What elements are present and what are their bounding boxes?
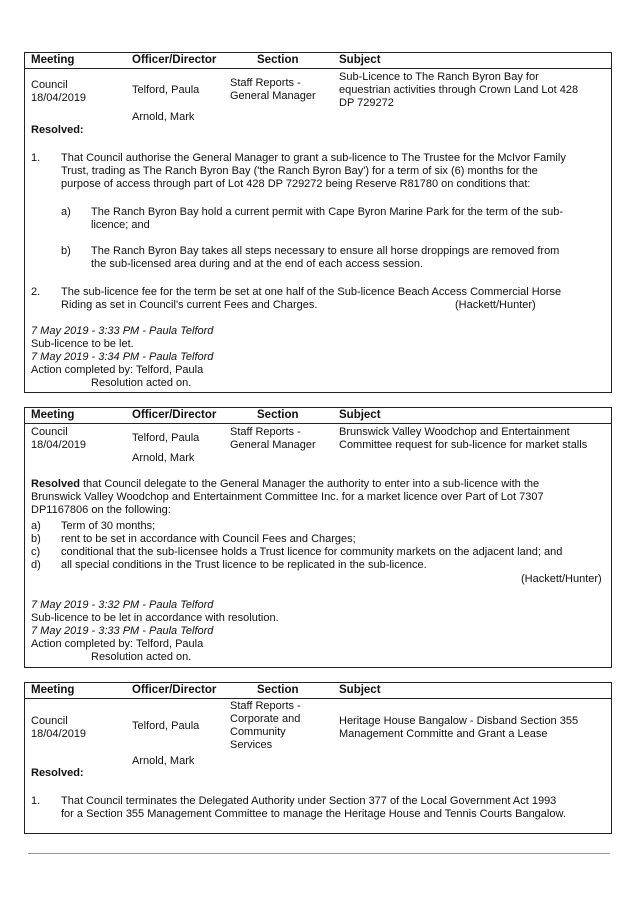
header-officer: Officer/Director (132, 54, 217, 66)
resolution-item: That Council terminates the Delegated Authority under Section 377 of the Local Government Act 1993 for a Section 355 Management Committee to manage the Heritage House and Tennis Courts Bangalow. (61, 795, 566, 820)
sub-item-label: b) (61, 245, 71, 257)
officer-cell-2: Arnold, Mark (132, 755, 195, 767)
list-label: c) (31, 546, 41, 558)
item-number: 2. (31, 286, 41, 298)
table-header (25, 408, 611, 424)
list-label: b) (31, 533, 41, 545)
header-subject: Subject (339, 684, 381, 696)
header-meeting: Meeting (31, 54, 75, 66)
table-header (25, 683, 611, 699)
section-cell: Staff Reports - General Manager (230, 77, 316, 102)
officer-cell-2: Arnold, Mark (132, 452, 195, 464)
resolved-label: Resolved: (31, 124, 84, 136)
record-row (25, 699, 611, 765)
movers: (Hackett/Hunter) (521, 573, 602, 585)
list-item: conditional that the sub-licensee holds a Trust licence for community markets on the adjacent land; and (61, 546, 563, 558)
list-item: Term of 30 months; (61, 520, 156, 532)
log-entry-header: 7 May 2019 - 3:33 PM - Paula Telford (31, 325, 214, 337)
header-meeting: Meeting (31, 409, 75, 421)
list-item: all special conditions in the Trust licence to be replicated in the sub-licence. (61, 559, 427, 571)
list-label: a) (31, 520, 41, 532)
meeting-cell: Council 18/04/2019 (31, 79, 87, 104)
subject-cell: Heritage House Bangalow - Disband Section 355 Management Committe and Grant a Lease (339, 715, 579, 740)
header-meeting: Meeting (31, 684, 75, 696)
record-1 (24, 52, 612, 393)
header-officer: Officer/Director (132, 409, 217, 421)
log-entry-text: Action completed by: Telford, Paula (31, 638, 204, 650)
resolved-label: Resolved: (31, 767, 84, 779)
header-subject: Subject (339, 409, 381, 421)
table-header (25, 53, 611, 69)
meeting-cell: Council 18/04/2019 (31, 715, 87, 740)
subject-cell: Brunswick Valley Woodchop and Entertainment Committee request for sub-licence for market stalls (339, 426, 588, 451)
resolution-item: That Council authorise the General Manager to grant a sub-licence to The Trustee for the McIvor Family Trust, trading as The Ranch Byron Bay ('the Ranch Byron Bay') for a term of six (6) months for the purpose of access through part of Lot 428 DP 729272 being Reserve R81780 on conditions that: (61, 152, 566, 190)
sub-item: The Ranch Byron Bay takes all steps necessary to ensure all horse droppings are removed from the sub-licensed area during and at the end of each access session. (91, 245, 560, 270)
resolved-label: Resolved (31, 478, 80, 490)
log-entry-text: Sub-licence to be let in accordance with resolution. (31, 612, 279, 624)
header-section: Section (257, 684, 299, 696)
sub-item: The Ranch Byron Bay hold a current permit with Cape Byron Marine Park for the term of the sub- licence; and (91, 206, 563, 231)
item-number: 1. (31, 152, 41, 164)
list-item: rent to be set in accordance with Council Fees and Charges; (61, 533, 356, 545)
officer-cell: Telford, Paula (132, 432, 200, 444)
log-entry-header: 7 May 2019 - 3:32 PM - Paula Telford (31, 599, 214, 611)
officer-cell: Telford, Paula (132, 720, 200, 732)
officer-cell: Telford, Paula (132, 84, 200, 96)
header-officer: Officer/Director (132, 684, 217, 696)
header-subject: Subject (339, 54, 381, 66)
record-row (25, 424, 611, 466)
header-section: Section (257, 409, 299, 421)
record-2 (24, 407, 612, 668)
meeting-cell: Council 18/04/2019 (31, 426, 87, 451)
list-label: d) (31, 559, 41, 571)
officer-cell-2: Arnold, Mark (132, 111, 195, 123)
log-entry-text: Sub-licence to be let. (31, 338, 134, 350)
section-cell: Staff Reports - Corporate and Community Services (230, 700, 301, 751)
resolution-text: that Council delegate to the General Manager the authority to enter into a sub-licence with the Brunswick Valley Woodchop and Entertainment Committee Inc. for a market licence over Part of Lot 7307 DP1167806 on the following: (31, 478, 544, 516)
footer-divider (28, 853, 610, 854)
log-entry-text: Action completed by: Telford, Paula (31, 364, 204, 376)
record-3 (24, 682, 612, 834)
item-number: 1. (31, 795, 41, 807)
section-cell: Staff Reports - General Manager (230, 426, 316, 451)
log-entry-header: 7 May 2019 - 3:33 PM - Paula Telford (31, 625, 214, 637)
subject-cell: Sub-Licence to The Ranch Byron Bay for equestrian activities through Crown Land Lot 428 DP 729272 (339, 71, 579, 109)
log-entry-header: 7 May 2019 - 3:34 PM - Paula Telford (31, 351, 214, 363)
log-entry-text: Resolution acted on. (91, 377, 192, 389)
log-entry-text: Resolution acted on. (91, 651, 192, 663)
movers: (Hackett/Hunter) (455, 299, 536, 311)
sub-item-label: a) (61, 206, 71, 218)
record-row (25, 69, 611, 129)
header-section: Section (257, 54, 299, 66)
resolution-item: The sub-licence fee for the term be set at one half of the Sub-licence Beach Access Commercial Horse Riding as set in Council's current Fees and Charges. (61, 286, 562, 311)
